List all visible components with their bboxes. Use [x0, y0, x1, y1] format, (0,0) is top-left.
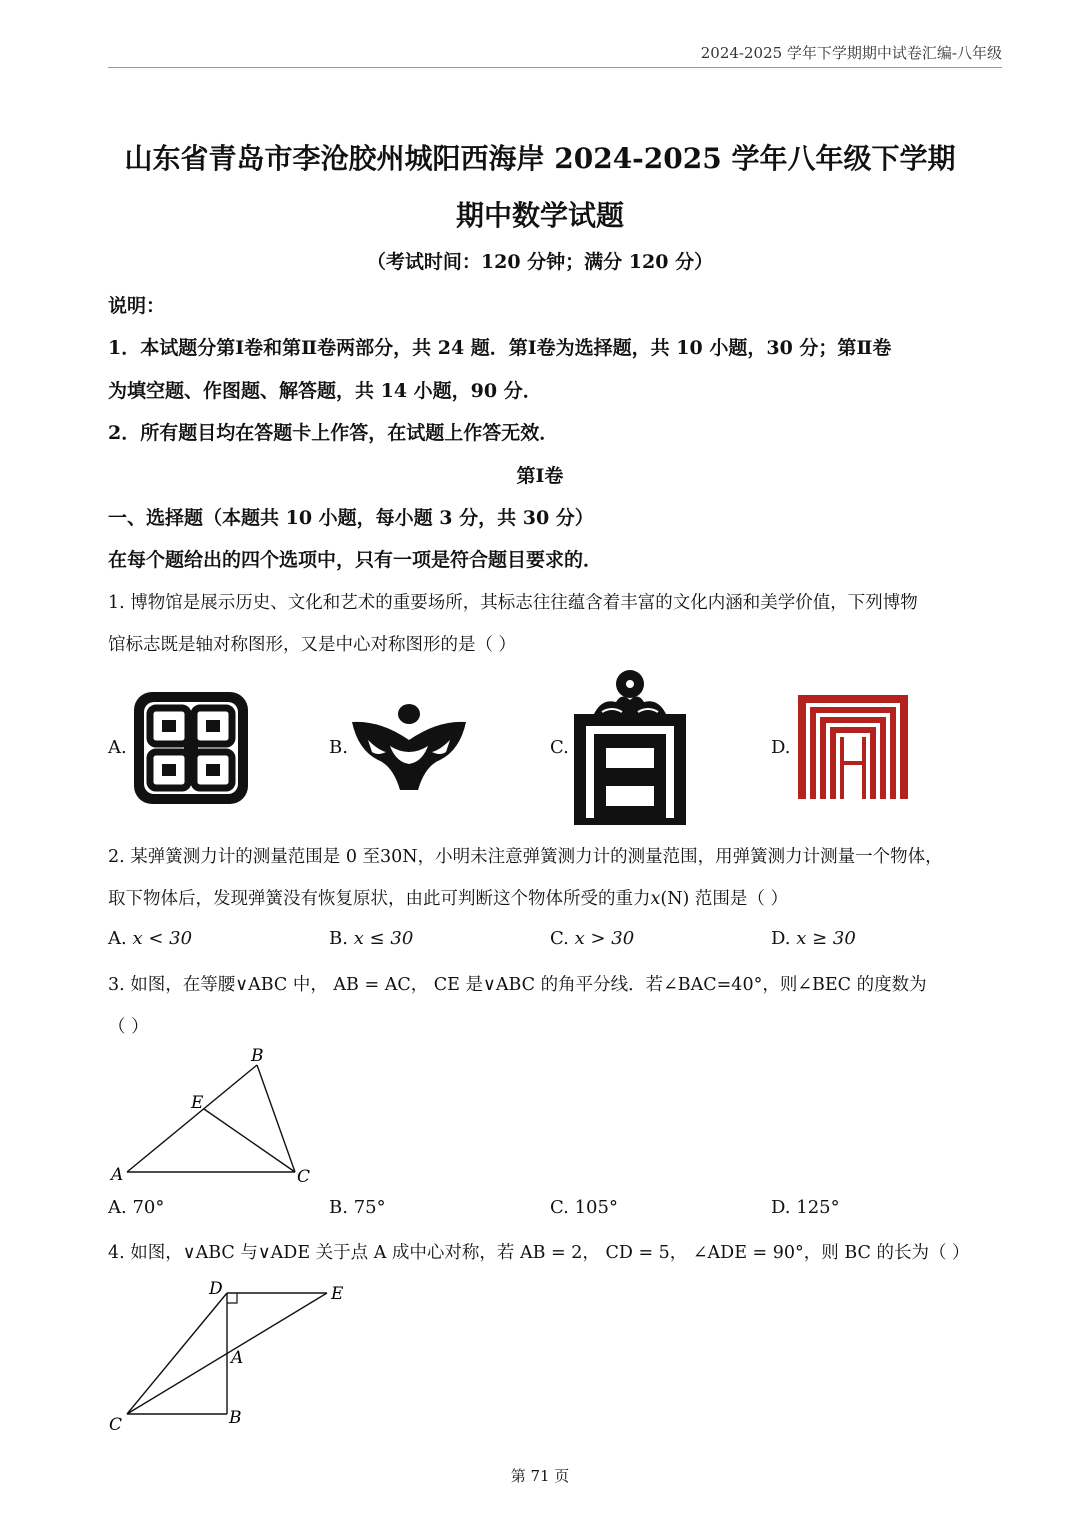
q4-label-a: A	[231, 1348, 244, 1368]
q1-option-a-label: A.	[108, 737, 127, 758]
q3-option-c-value: 105°	[574, 1197, 618, 1218]
q1-option-c-logo-icon	[572, 668, 688, 825]
volume-heading: 第Ⅰ卷	[516, 465, 564, 487]
exam-info: （考试时间：120 分钟；满分 120 分）	[366, 251, 714, 273]
q2-option-b-expr: x ≤ 30	[353, 928, 414, 949]
q4-label-e: E	[331, 1284, 344, 1304]
q2-option-c-label: C.	[550, 928, 569, 949]
q3-bisector-ce	[204, 1109, 295, 1172]
q3-option-c-label: C.	[550, 1197, 569, 1218]
section-note: 在每个题给出的四个选项中，只有一项是符合题目要求的．	[108, 549, 603, 571]
running-header: 2024-2025 学年下学期期中试卷汇编-八年级	[700, 44, 1002, 62]
q3-option-d-label: D.	[771, 1197, 791, 1218]
exam-title-line2: 期中数学试题	[455, 199, 624, 232]
q3-option-a	[108, 1197, 164, 1218]
instruction-1-line2: 为填空题、作图题、解答题，共 14 小题，90 分．	[108, 380, 542, 402]
section-heading: 一、选择题（本题共 10 小题，每小题 3 分，共 30 分）	[108, 507, 594, 529]
instruction-2: 2．所有题目均在答题卡上作答，在试题上作答无效．	[108, 422, 559, 444]
q4-stem-line1: 4. 如图，∨ABC 与∨ADE 关于点 A 成中心对称，若 AB = 2， CD = 5， ∠ADE = 90°，则 BC 的长为（ ）	[108, 1243, 970, 1263]
q3-label-b: B	[251, 1046, 264, 1066]
q2-option-d-expr: x ≥ 30	[796, 928, 856, 949]
q3-label-c: C	[297, 1167, 311, 1187]
instruction-1-line1: 1．本试题分第Ⅰ卷和第Ⅱ卷两部分，共 24 题．第Ⅰ卷为选择题，共 10 小题，30 分；第Ⅱ卷	[108, 337, 892, 359]
header-divider	[108, 67, 1002, 68]
q1-option-b-logo-icon	[350, 700, 468, 792]
q1-option-d-label: D.	[771, 737, 791, 758]
q4-label-d: D	[209, 1279, 223, 1299]
q1-option-c-label: C.	[550, 737, 569, 758]
q2-option-a-expr: x < 30	[132, 928, 193, 949]
q3-label-a: A	[111, 1165, 124, 1185]
q3-side-ab	[127, 1065, 257, 1172]
q2-option-a	[108, 928, 192, 949]
q3-option-a-label: A.	[108, 1197, 127, 1218]
page-number: 第 71 页	[510, 1467, 570, 1485]
q4-label-b: B	[229, 1408, 242, 1428]
q3-option-d	[771, 1197, 840, 1218]
q1-option-b-label: B.	[329, 737, 348, 758]
q2-option-a-label: A.	[108, 928, 127, 949]
q2-option-c	[550, 928, 634, 949]
q1-option-a-logo-icon	[132, 690, 250, 806]
q3-option-b-value: 75°	[353, 1197, 386, 1218]
q3-option-d-value: 125°	[796, 1197, 840, 1218]
instructions-heading: 说明：	[108, 295, 166, 317]
q1-stem-line1: 1. 博物馆是展示历史、文化和艺术的重要场所，其标志往往蕴含着丰富的文化内涵和美学价值，下列博物	[108, 593, 918, 613]
q3-option-b	[329, 1197, 386, 1218]
q3-stem-line1: 3. 如图，在等腰∨ABC 中， AB = AC， CE 是∨ABC 的角平分线．若∠BAC=40°，则∠BEC 的度数为	[108, 975, 927, 995]
q4-right-angle-mark	[227, 1293, 237, 1303]
q2-option-c-expr: x > 30	[574, 928, 635, 949]
q3-triangle-figure	[105, 1042, 320, 1190]
q3-label-e: E	[191, 1093, 204, 1113]
q3-option-c	[550, 1197, 618, 1218]
q2-option-b	[329, 928, 413, 949]
q4-label-c: C	[109, 1415, 123, 1435]
q1-stem-line2: 馆标志既是轴对称图形，又是中心对称图形的是（ ）	[108, 635, 517, 655]
q2-stem-line1: 2. 某弹簧测力计的测量范围是 0 至30N，小明未注意弹簧测力计的测量范围，用弹簧测力计测量一个物体，	[108, 847, 943, 867]
q3-option-a-value: 70°	[132, 1197, 165, 1218]
q2-stem-line2	[108, 885, 788, 910]
q3-option-b-label: B.	[329, 1197, 348, 1218]
q4-figure	[105, 1275, 355, 1440]
q2-variable-x: x	[650, 889, 661, 909]
q3-side-bc	[257, 1065, 295, 1172]
q3-stem-line2: （ ）	[108, 1017, 149, 1037]
q2-option-b-label: B.	[329, 928, 348, 949]
q2-option-d	[771, 928, 856, 949]
q1-option-d-logo-icon	[798, 695, 908, 799]
exam-title-line1: 山东省青岛市李沧胶州城阳西海岸 2024-2025 学年八年级下学期	[124, 142, 956, 175]
q4-segment-cd	[127, 1293, 227, 1414]
q2-option-d-label: D.	[771, 928, 791, 949]
q2-stem-text: 取下物体后，发现弹簧没有恢复原状，由此可判断这个物体所受的重力	[108, 889, 651, 909]
q2-stem-range: (N) 范围是（ ）	[660, 889, 788, 909]
